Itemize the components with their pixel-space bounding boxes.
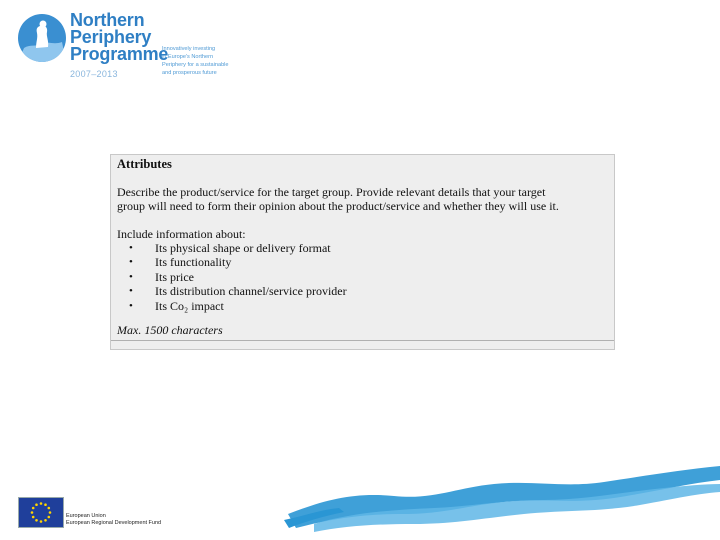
list-item: • Its price xyxy=(129,269,194,284)
max-characters-note: Max. 1500 characters xyxy=(117,323,223,337)
attributes-form-box xyxy=(110,154,615,350)
wave-decoration-icon xyxy=(284,462,720,540)
include-label: Include information about: xyxy=(117,227,246,241)
programme-years: 2007–2013 xyxy=(70,69,118,79)
list-item: • Its physical shape or delivery format xyxy=(129,241,331,255)
form-title: Attributes xyxy=(117,157,172,171)
list-item: • Its functionality xyxy=(129,255,232,270)
eu-flag-icon xyxy=(18,497,64,528)
form-divider xyxy=(111,340,614,341)
list-item: • Its distribution channel/service provider xyxy=(129,284,347,299)
programme-name: Northern Periphery Programme xyxy=(70,10,169,64)
form-description: Describe the product/service for the target group. Provide relevant details that your target group will need to form their opinion about the product/service and whether they will use it. xyxy=(117,185,559,213)
attribute-list xyxy=(117,241,347,313)
eu-fund-text: European Union European Regional Development Fund xyxy=(66,513,162,526)
programme-tagline: Innovatively investing in Europe's Northern Periphery for a sustainable and prosperous future xyxy=(162,46,229,76)
list-item: • Its Co₂ impact xyxy=(129,298,224,313)
programme-logo-emblem xyxy=(18,14,66,62)
